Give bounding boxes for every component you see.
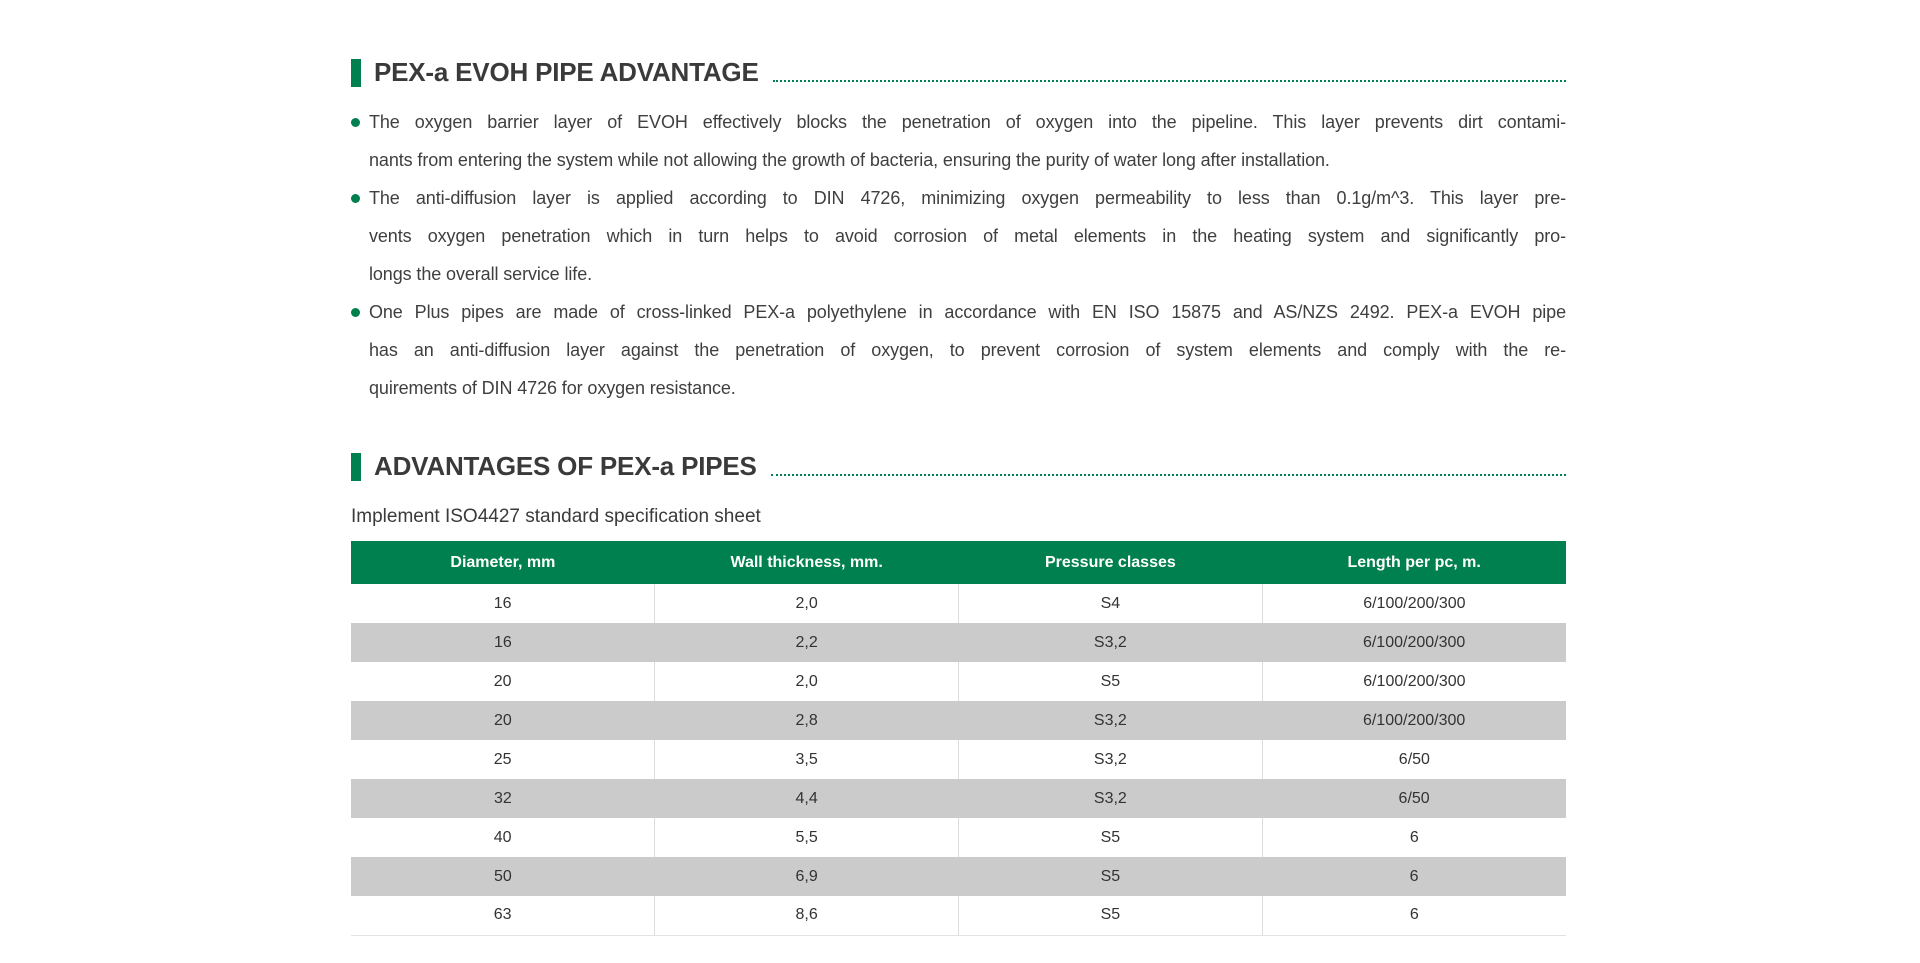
table-cell: 40 [351, 818, 655, 857]
table-cell: 6/100/200/300 [1262, 701, 1566, 740]
table-cell: S5 [959, 662, 1263, 701]
section1-heading [351, 57, 1566, 88]
table-row [351, 779, 1566, 818]
table-row [351, 623, 1566, 662]
table-cell: 6 [1409, 828, 1419, 846]
table-cell: 6/100/200/300 [1363, 594, 1466, 612]
table-cell: S3,2 [959, 740, 1263, 779]
table-cell: S5 [959, 857, 1263, 896]
section2-title: ADVANTAGES OF PEX-a PIPES [374, 451, 757, 481]
bullet-icon [351, 118, 360, 127]
table-header-cell: Pressure classes [959, 541, 1263, 584]
table-cell: S3,2 [959, 779, 1263, 818]
list-item [351, 103, 1566, 179]
table-cell: 2,0 [655, 662, 959, 701]
table-cell: 16 [351, 623, 655, 662]
table-cell: S5 [959, 818, 1263, 857]
table-cell: 8,6 [655, 896, 959, 935]
table-row [351, 857, 1566, 896]
heading-dotted-rule [771, 474, 1566, 476]
table-cell: 5,5 [655, 818, 959, 857]
table-cell: 20 [351, 662, 655, 701]
table-header-cell: Wall thickness, mm. [655, 541, 959, 584]
table-cell: 6 [1262, 857, 1566, 896]
table-row [351, 701, 1566, 740]
table-cell: 2,0 [655, 584, 959, 623]
table-cell: 6/50 [1398, 750, 1430, 768]
table-row [351, 818, 1566, 857]
table-cell: 32 [351, 779, 655, 818]
bullet-text-line: vents oxygen penetration which in turn helps to avoid corrosion of metal elements in the heating system and significantly pro- [369, 226, 1566, 246]
section-pex-evoh-advantage [351, 57, 1566, 407]
table-cell: 3,5 [655, 740, 959, 779]
table-cell: S3,2 [959, 701, 1263, 740]
bullet-text-line: One Plus pipes are made of cross-linked PEX-a polyethylene in accordance with EN ISO 15875 and AS/NZS 2492. PEX-a EVOH pipe [369, 302, 1566, 322]
heading-accent-bar-icon [351, 453, 361, 481]
bullet-text-line: quirements of DIN 4726 for oxygen resistance. [369, 378, 736, 398]
table-cell: 6,9 [655, 857, 959, 896]
bullet-text-line: The anti-diffusion layer is applied according to DIN 4726, minimizing oxygen permeability to less than 0.1g/m^3. This layer pre- [369, 188, 1566, 208]
table-header-row [351, 541, 1566, 584]
table-caption: Implement ISO4427 standard specification sheet [351, 506, 761, 527]
table-row [351, 896, 1566, 935]
bullet-text-line: The oxygen barrier layer of EVOH effectively blocks the penetration of oxygen into the pipeline. This layer prevents dirt contami- [369, 112, 1566, 132]
section-advantages-of-pexa-pipes [351, 451, 1566, 936]
section2-heading [351, 451, 1566, 482]
table-header-cell: Length per pc, m. [1262, 541, 1566, 584]
table-row [351, 662, 1566, 701]
table-cell: 2,2 [655, 623, 959, 662]
list-item [351, 293, 1566, 407]
advantage-bullet-list [351, 103, 1566, 407]
bullet-icon [351, 308, 360, 317]
document-content [351, 0, 1566, 936]
pipe-spec-table [351, 541, 1566, 936]
table-cell: 6/100/200/300 [1262, 623, 1566, 662]
bullet-text-line: has an anti-diffusion layer against the penetration of oxygen, to prevent corrosion of system elements and comply with the re- [369, 340, 1566, 360]
table-cell: 6/50 [1262, 779, 1566, 818]
table-cell: 20 [351, 701, 655, 740]
table-header-cell: Diameter, mm [351, 541, 655, 584]
table-cell: 50 [351, 857, 655, 896]
table-cell: 4,4 [655, 779, 959, 818]
table-cell: 6/100/200/300 [1363, 672, 1466, 690]
table-row [351, 584, 1566, 623]
table-cell: 25 [351, 740, 655, 779]
table-cell: 6 [1262, 896, 1566, 935]
heading-accent-bar-icon [351, 59, 361, 87]
list-item [351, 179, 1566, 293]
table-cell: S4 [959, 584, 1263, 623]
bullet-text-line: nants from entering the system while not allowing the growth of bacteria, ensuring the purity of water long after installation. [369, 150, 1330, 170]
table-cell: S3,2 [959, 623, 1263, 662]
section1-title: PEX-a EVOH PIPE ADVANTAGE [374, 57, 759, 87]
table-cell: 63 [351, 896, 655, 935]
table-row [351, 740, 1566, 779]
table-cell: 2,8 [655, 701, 959, 740]
table-cell: 16 [351, 584, 655, 623]
heading-dotted-rule [773, 80, 1566, 82]
bullet-text-line: longs the overall service life. [369, 264, 593, 284]
bullet-icon [351, 194, 360, 203]
table-cell: S5 [959, 896, 1263, 935]
